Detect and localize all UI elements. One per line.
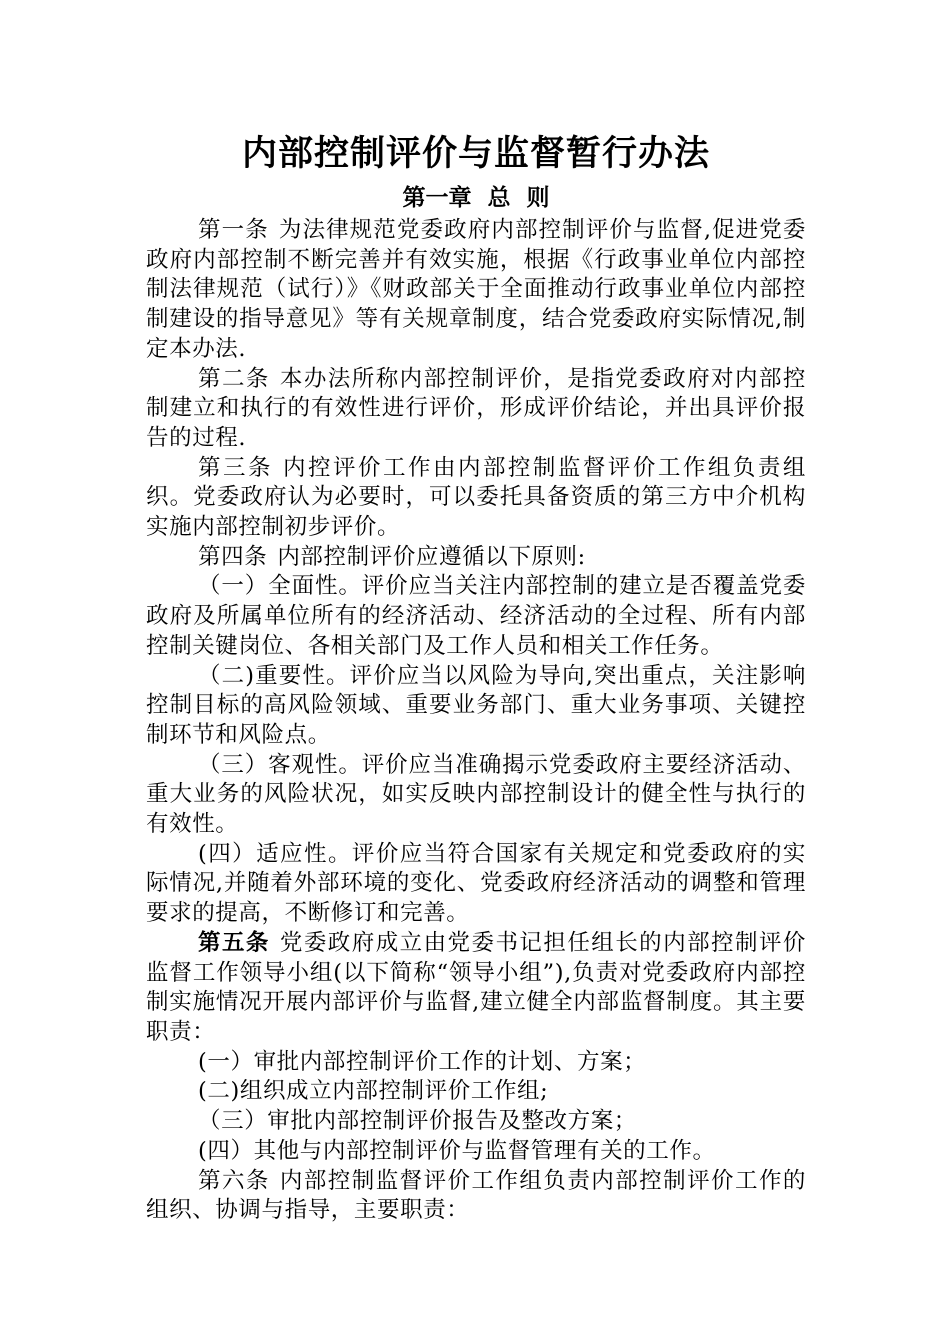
article-paragraph xyxy=(146,454,806,543)
article-number: 第五条 xyxy=(198,929,270,956)
paragraph-text: 内部控制评价应遵循以下原则: xyxy=(277,543,586,570)
paragraph-text: 本办法所称内部控制评价，是指党委政府对内部控制建立和执行的有效性进行评价，形成评价结论，并出具评价报告的过程. xyxy=(146,365,806,451)
article-number: 第三条 xyxy=(198,454,273,481)
article-paragraph xyxy=(146,1167,806,1226)
article-paragraph xyxy=(146,543,806,573)
article-paragraph xyxy=(146,365,806,454)
paragraph-text: (一）审批内部控制评价工作的计划、方案； xyxy=(198,1048,647,1075)
paragraph-text: （一）全面性。评价应当关注内部控制的建立是否覆盖党委政府及所属单位所有的经济活动、经济活动的全过程、所有内部控制关键岗位、各相关部门及工作人员和相关工作任务。 xyxy=(146,573,806,659)
paragraph-text: 为法律规范党委政府内部控制评价与监督,促进党委政府内部控制不断完善并有效实施，根据《行政事业单位内部控制法律规范（试行）》《财政部关于全面推动行政事业单位内部控制建设的指导意见》等有关规章制度，结合党委政府实际情况,制定本办法. xyxy=(146,217,807,362)
paragraph-text: 内部控制监督评价工作组负责内部控制评价工作的组织、协调与指导，主要职责： xyxy=(146,1167,806,1224)
paragraph-text: 党委政府成立由党委书记担任组长的内部控制评价监督工作领导小组(以下简称“领导小组”),负责对党委政府内部控制实施情况开展内部评价与监督,建立健全内部监督制度。其主要职责： xyxy=(146,929,806,1045)
chapter-heading: 第一章 总 则 xyxy=(402,185,550,211)
paragraph-text: (二)组织成立内部控制评价工作组; xyxy=(198,1078,549,1105)
list-item-paragraph xyxy=(146,1107,806,1137)
article-number: 第一条 xyxy=(198,217,269,243)
list-item-paragraph xyxy=(146,1077,806,1107)
article-number: 第二条 xyxy=(198,365,270,392)
paragraph-text: (四）其他与内部控制评价与监督管理有关的工作。 xyxy=(198,1137,716,1164)
paragraph-text: （三）客观性。评价应当准确揭示党委政府主要经济活动、重大业务的风险状况，如实反映内部控制设计的健全性与执行的有效性。 xyxy=(146,751,806,838)
list-item-paragraph xyxy=(146,662,806,751)
list-item-paragraph xyxy=(146,840,806,929)
list-item-paragraph xyxy=(146,1137,806,1167)
paragraph-text: (四）适应性。评价应当符合国家有关规定和党委政府的实际情况,并随着外部环境的变化、党委政府经济活动的调整和管理要求的提高，不断修订和完善。 xyxy=(146,840,806,927)
document-body xyxy=(146,128,806,1226)
document-title: 内部控制评价与监督暂行办法 xyxy=(241,133,710,174)
article-paragraph xyxy=(146,216,806,365)
paragraph-text: （三）审批内部控制评价报告及整改方案； xyxy=(198,1108,637,1135)
article-paragraph xyxy=(146,929,806,1048)
article-number: 第四条 xyxy=(198,543,268,570)
list-item-paragraph xyxy=(146,751,806,840)
list-item-paragraph xyxy=(146,1048,806,1078)
article-number: 第六条 xyxy=(198,1167,270,1194)
paragraph-text: 内控评价工作由内部控制监督评价工作组负责组织。党委政府认为必要时，可以委托具备资质的第三方中介机构实施内部控制初步评价。 xyxy=(146,454,806,541)
paragraph-text: （二)重要性。评价应当以风险为导向,突出重点，关注影响控制目标的高风险领域、重要业务部门、重大业务事项、关键控制环节和风险点。 xyxy=(146,662,806,748)
paragraph-list xyxy=(146,216,806,1226)
list-item-paragraph xyxy=(146,572,806,661)
